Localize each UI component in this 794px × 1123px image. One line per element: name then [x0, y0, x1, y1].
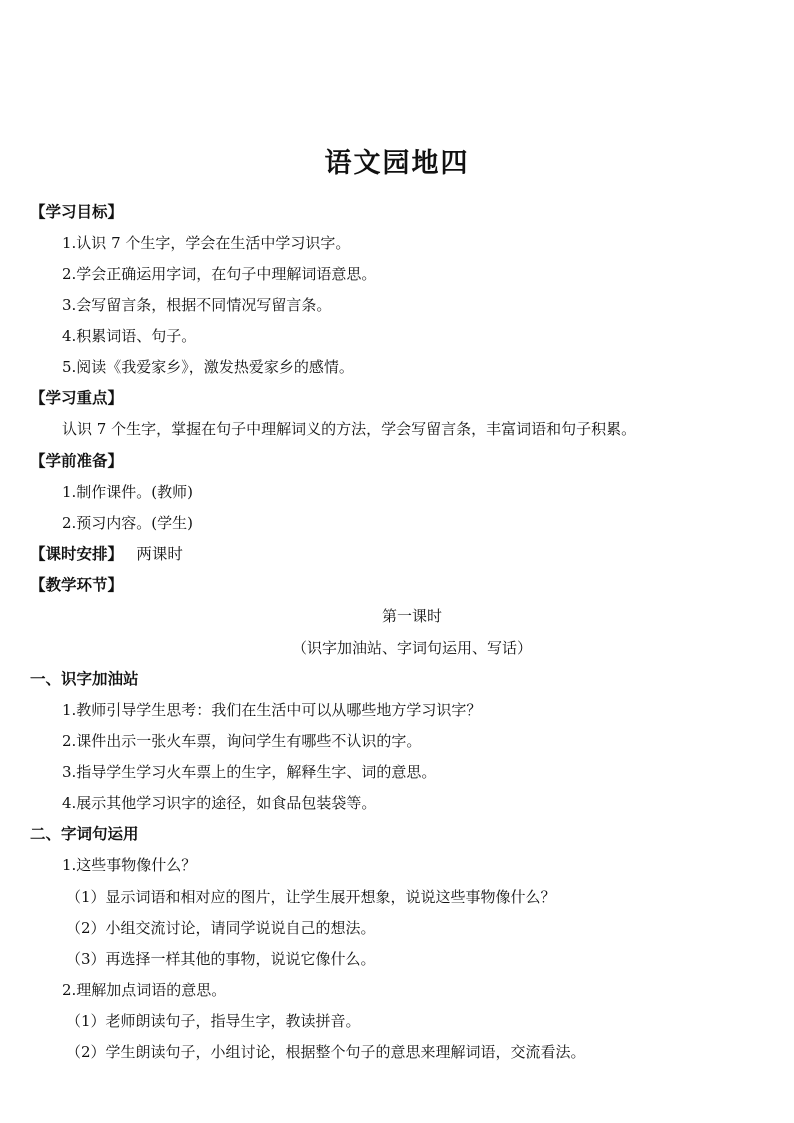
objectives-heading: 【学习目标】: [30, 202, 124, 221]
section2-sub-item: （2）小组交流讨论，请同学说说自己的想法。: [66, 919, 376, 937]
objective-item: 2.学会正确运用字词，在句子中理解词语意思。: [62, 265, 377, 283]
steps-heading: 【教学环节】: [30, 575, 124, 594]
lesson-title: 第一课时: [381, 607, 442, 625]
key-points-heading: 【学习重点】: [30, 388, 124, 407]
preparation-item: 2.预习内容。(学生): [62, 514, 194, 532]
section2-question: 2.理解加点词语的意思。: [62, 981, 227, 999]
objective-item: 5.阅读《我爱家乡》，激发热爱家乡的感情。: [62, 358, 354, 376]
page-title: 语文园地四: [324, 148, 470, 179]
lesson-subtitle: （识字加油站、字词句运用、写话）: [291, 639, 532, 657]
preparation-item: 1.制作课件。(教师): [62, 483, 194, 501]
section2-sub-item: （1）显示词语和相对应的图片，让学生展开想象，说说这些事物像什么？: [66, 888, 556, 906]
objective-item: 1.认识 7 个生字，学会在生活中学习识字。: [62, 234, 351, 252]
key-points-text: 认识 7 个生字，掌握在句子中理解词义的方法，学会写留言条，丰富词语和句子积累。: [62, 420, 637, 438]
section1-item: 1.教师引导学生思考：我们在生活中可以从哪些地方学习识字？: [62, 701, 482, 719]
section1-item: 4.展示其他学习识字的途径，如食品包装袋等。: [62, 794, 377, 812]
objective-item: 4.积累词语、句子。: [62, 327, 197, 345]
section2-sub-item: （1）老师朗读句子，指导生字，教读拼音。: [66, 1012, 361, 1030]
section1-item: 3.指导学生学习火车票上的生字，解释生字、词的意思。: [62, 763, 437, 781]
section2-question: 1.这些事物像什么？: [62, 856, 197, 874]
section2-heading: 二、字词句运用: [30, 824, 139, 843]
preparation-heading: 【学前准备】: [30, 451, 124, 470]
schedule-row: [30, 544, 183, 564]
objective-item: 3.会写留言条，根据不同情况写留言条。: [62, 296, 332, 314]
section1-heading: 一、识字加油站: [30, 669, 139, 688]
section1-item: 2.课件出示一张火车票，询问学生有哪些不认识的字。: [62, 732, 422, 750]
section2-sub-item: （2）学生朗读句子，小组讨论，根据整个句子的意思来理解词语，交流看法。: [66, 1043, 586, 1061]
section2-sub-item: （3）再选择一样其他的事物，说说它像什么。: [66, 950, 376, 968]
schedule-value: 两课时: [136, 545, 183, 563]
schedule-heading: 【课时安排】: [30, 544, 124, 563]
